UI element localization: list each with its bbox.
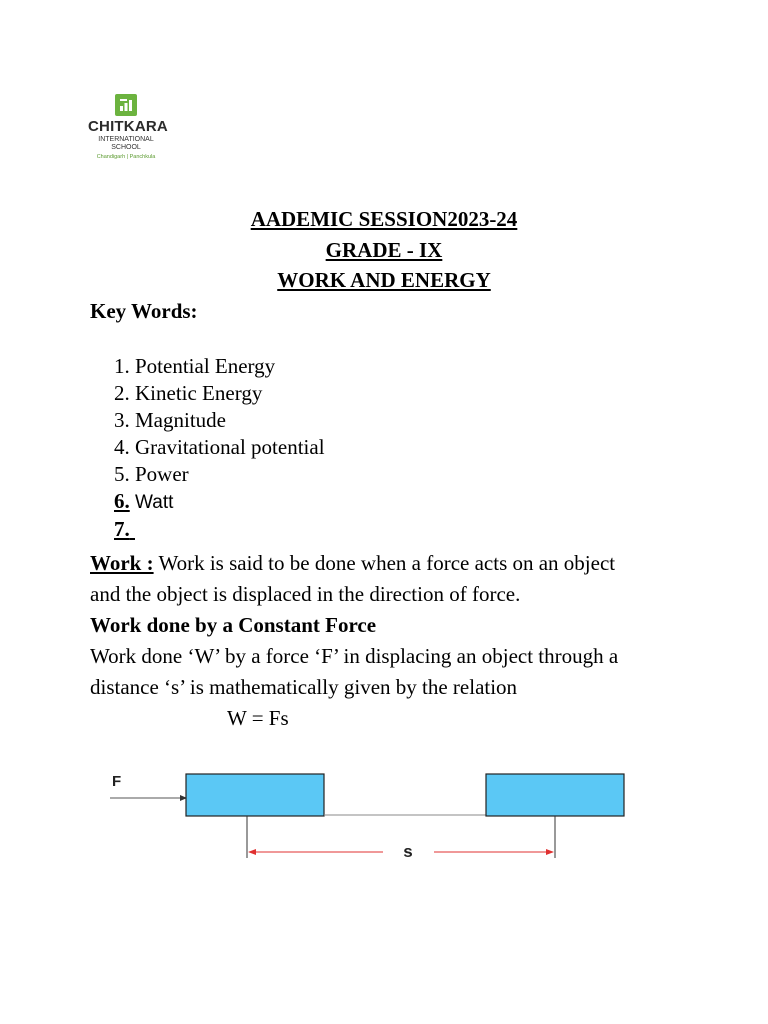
block-start bbox=[186, 774, 324, 816]
force-label: F bbox=[112, 773, 122, 790]
distance-arrowhead-right-icon bbox=[546, 849, 554, 855]
work-definition-line1 bbox=[90, 551, 615, 576]
list-item-number: 6. bbox=[114, 489, 130, 513]
list-item: 3. Magnitude bbox=[114, 408, 226, 432]
constant-force-line2: distance ‘s’ is mathematically given by the relation bbox=[90, 675, 518, 699]
school-logo bbox=[88, 94, 178, 168]
list-item: 1. Potential Energy bbox=[114, 354, 276, 378]
logo-sub-line2: SCHOOL bbox=[111, 144, 141, 151]
logo-subtitle bbox=[88, 136, 164, 152]
logo-city: Chandigarh | Panchkula bbox=[96, 154, 156, 160]
list-item-watt bbox=[114, 488, 325, 516]
work-term: Work : bbox=[90, 551, 154, 575]
list-item: 4. Gravitational potential bbox=[114, 435, 325, 459]
grade-heading: GRADE - IX bbox=[325, 238, 443, 262]
work-definition-line2: and the object is displaced in the direction of force. bbox=[90, 582, 521, 606]
list-item: 5. Power bbox=[114, 462, 189, 486]
session-heading: AADEMIC SESSION2023-24 bbox=[250, 207, 518, 231]
topic-heading: WORK AND ENERGY bbox=[277, 268, 491, 292]
list-item-text: Watt bbox=[129, 492, 174, 513]
logo-sub-line1: INTERNATIONAL bbox=[98, 136, 154, 143]
block-end bbox=[486, 774, 624, 816]
key-words-list bbox=[114, 353, 325, 543]
list-item: 2. Kinetic Energy bbox=[114, 381, 263, 405]
work-text: Work is said to be done when a force acts on an object bbox=[153, 551, 616, 575]
list-item-number: 7. bbox=[114, 517, 130, 541]
constant-force-title: Work done by a Constant Force bbox=[90, 613, 377, 637]
key-words-title: Key Words: bbox=[90, 299, 198, 323]
logo-name: CHITKARA bbox=[88, 118, 168, 135]
formula: W = Fs bbox=[227, 706, 289, 730]
constant-force-line1: Work done ‘W’ by a force ‘F’ in displacing an object through a bbox=[90, 644, 619, 668]
displacement-diagram bbox=[108, 768, 628, 864]
distance-arrowhead-left-icon bbox=[248, 849, 256, 855]
distance-label: s bbox=[403, 842, 413, 861]
logo-icon bbox=[115, 94, 137, 116]
list-item-empty bbox=[114, 516, 325, 543]
